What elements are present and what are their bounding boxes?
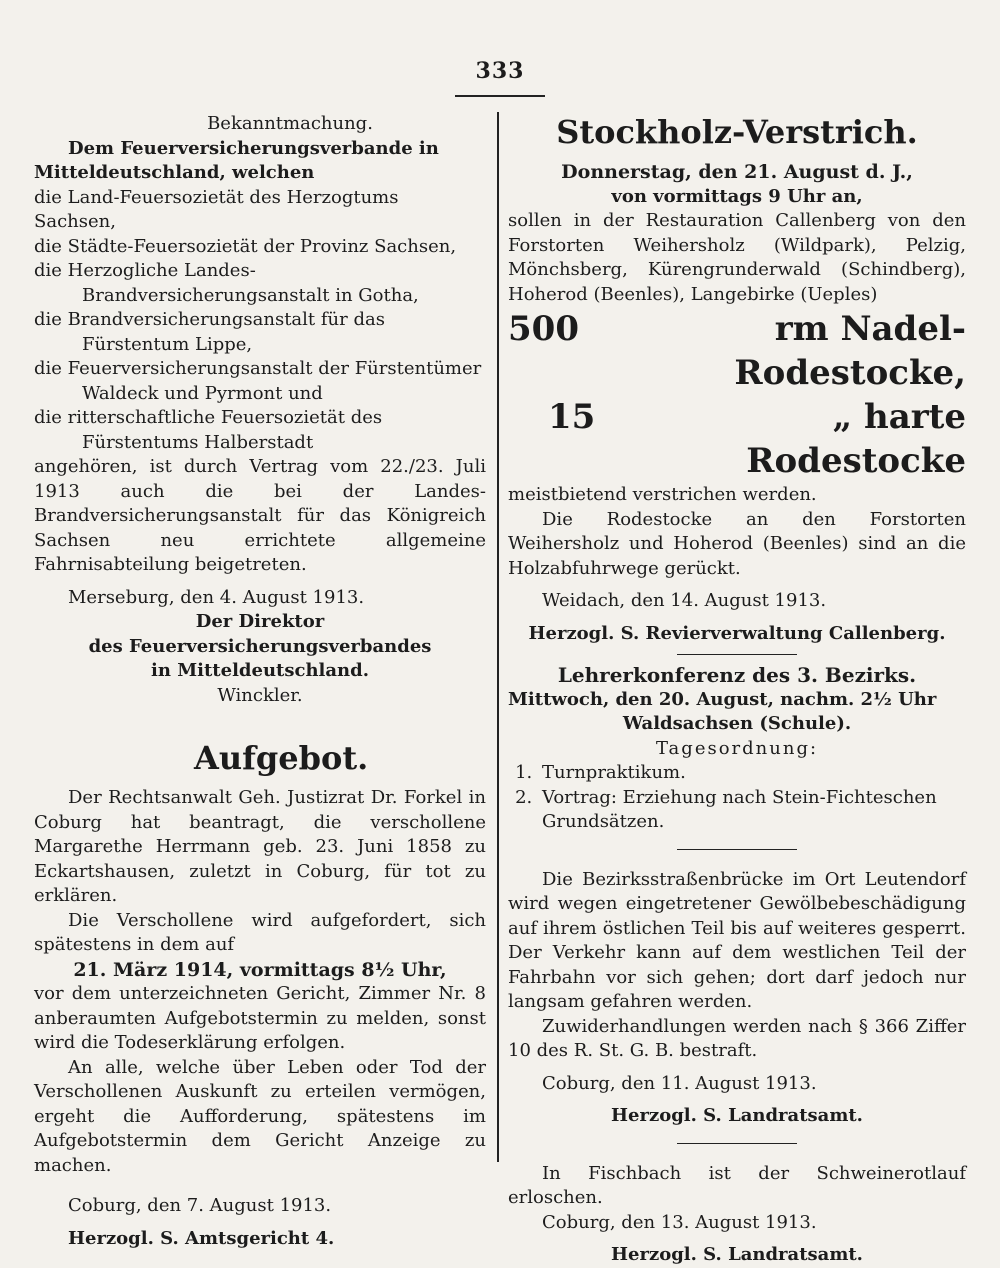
page-number: 333 [475,58,525,84]
member-item: die Herzogliche Landes-Brandversicherungsanstalt in Gotha, [34,260,419,306]
agenda-item: 2. Vortrag: Erziehung nach Stein-Fichteschen Grundsätzen. [538,786,966,835]
notice-paragraph: Die Rodestocke an den Forstorten Weihersholz und Hoherod (Beenles) sind an die Holzabfuhrwege gerückt. [508,508,966,579]
member-item: die Brandversicherungsanstalt für das Fürstentum Lippe, [34,309,385,355]
notice-line: Mitteldeutschland, welchen [34,162,315,183]
notice-paragraph: sollen in der Restauration Callenberg von den Forstorten Weihersholz (Wildpark), Pelzig, Mönchsberg, Kürengrunderwald (Schindberg), Hoherod (Beenles), Langebirke (Ueples) [508,210,966,305]
notice-bruecke [508,868,966,1129]
notice-paragraph: In Fischbach ist der Schweinerotlauf erloschen. [508,1162,966,1208]
authority: Herzogl. S. Landratsamt. [611,1105,863,1126]
place-date: Weidach, den 14. August 1913. [542,590,827,611]
place-date: Coburg, den 11. August 1913. [542,1072,817,1094]
notice-body: angehören, ist durch Vertrag vom 22./23. Juli 1913 auch die bei der Landes-Brandversicherungsanstalt für das Königreich Sachsen neu errichtete allgemeine Fahrnisabteilung beigetreten. [34,456,486,575]
notice-time-line: von vormittags 9 Uhr an, [611,185,863,207]
quantity-row [508,307,966,395]
quantity-value: 500 [508,309,579,349]
notice-lehrerkonferenz [508,663,966,835]
member-item: die Feuerversicherungsanstalt der Fürstentümer Waldeck und Pyrmont und [34,358,482,404]
authority: Herzogl. S. Landratsamt. [611,1244,863,1265]
notice-aufgebot [34,738,486,1251]
notice-date-line: Mittwoch, den 20. August, nachm. 2½ Uhr [508,688,937,710]
section-separator [677,654,797,655]
quantity-unit: „ harte Rodestocke [746,397,966,481]
place-date: Coburg, den 13. August 1913. [542,1211,817,1233]
notice-place-line: Waldsachsen (Schule). [622,713,852,734]
agenda-title: Tagesordnung: [655,737,819,759]
notice-date-line: 21. März 1914, vormittags 8½ Uhr, [73,958,447,981]
notice-paragraph: Die Verschollene wird aufgefordert, sich spätestens in dem auf [34,909,486,955]
authority: Herzogl. S. Revierverwaltung Callenberg. [528,622,946,644]
signature-line: in Mitteldeutschland. [151,660,369,681]
member-item: die Land-Feuersozietät des Herzogtums Sachsen, [34,186,399,232]
notice-heading: Aufgebot. [194,739,369,777]
signature-line: Der Direktor [195,611,325,632]
place-date: Coburg, den 7. August 1913. [68,1195,332,1216]
right-column [508,112,966,1268]
section-separator [677,849,797,850]
quantity-unit: rm Nadel-Rodestocke, [734,309,966,393]
signature-name: Winckler. [217,684,303,706]
member-list [34,186,486,456]
signature-line: des Feuerversicherungsverbandes [88,635,432,657]
member-item: die Städte-Feuersozietät der Provinz Sachsen, [34,235,457,257]
left-column [34,112,486,1251]
notice-heading: Stockholz-Verstrich. [556,113,918,151]
place-date: Merseburg, den 4. August 1913. [68,586,365,608]
notice-paragraph: vor dem unterzeichneten Gericht, Zimmer Nr. 8 anberaumten Aufgebotstermin zu melden, sonst wird die Todeserklärung erfolgen. [34,983,486,1053]
quantity-row [508,395,966,483]
notice-heading: Bekanntmachung. [207,113,373,134]
quantity-value: 15 [548,397,596,437]
notice-paragraph: Zuwiderhandlungen werden nach § 366 Ziffer 10 des R. St. G. B. bestraft. [508,1015,966,1061]
notice-heading: Lehrerkonferenz des 3. Bezirks. [557,663,917,687]
notice-date-line: Donnerstag, den 21. August d. J., [561,161,913,183]
agenda-item: 1. Turnpraktikum. [538,761,966,786]
notice-feuerversicherung [34,112,486,708]
notice-paragraph: Der Rechtsanwalt Geh. Justizrat Dr. Forkel in Coburg hat beantragt, die verschollene Margarethe Herrmann geb. 23. Juni 1858 zu Eckartshausen, zuletzt in Coburg, für tot zu erklären. [34,787,486,906]
notice-paragraph: Die Bezirksstraßenbrücke im Ort Leutendorf wird wegen eingetretener Gewölbebeschädigung auf ihrem östlichen Teil bis auf weiteres gesperrt. Der Verkehr kann auf dem westlichen Teil der Fahrbahn vor sich gehen; dort darf jedoch nur langsam gefahren werden. [508,868,966,1012]
notice-paragraph: meistbietend verstrichen werden. [508,484,817,505]
page-number-rule [455,95,545,97]
agenda-list [508,761,966,835]
column-divider [497,112,499,1162]
section-separator [677,1143,797,1144]
notice-fischbach [508,1162,966,1268]
notice-paragraph: An alle, welche über Leben oder Tod der Verschollenen Auskunft zu erteilen vermögen, ergeht die Aufforderung, spätestens im Aufgebotstermin dem Gericht Anzeige zu machen. [34,1056,486,1176]
notice-stockholz [508,112,966,646]
notice-line: Dem Feuerversicherungsverbande in [68,137,439,159]
authority: Herzogl. S. Amtsgericht 4. [68,1227,335,1249]
member-item: die ritterschaftliche Feuersozietät des Fürstentums Halberstadt [34,407,383,453]
